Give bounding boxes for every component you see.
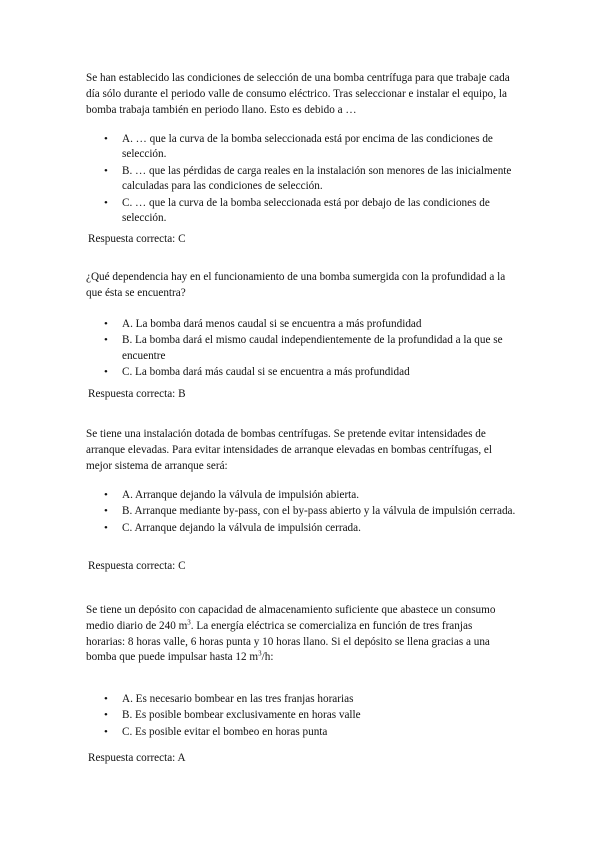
question-4-text: Se tiene un depósito con capacidad de almacenamiento suficiente que abastece un consumo medio diario de 240 $m^3$. La energía eléctrica se comercializa en función de tres franjas horarias: 8 horas valle, 6 horas punta y 10 horas llano. Si el depósito se llena gracias a una bomba que puede impulsar hasta 12 $m^3/h$: (86, 604, 496, 664)
bullet-icon: • (104, 164, 108, 177)
answer-1: Respuesta correcta: C (88, 233, 186, 245)
bullet-icon: • (104, 133, 108, 145)
bullet-icon: • (104, 725, 108, 738)
list-item: • B. … que las pérdidas de carga reales en la instalación son menores de las inicialmente calculadas para las condiciones de selección. (104, 164, 512, 193)
list-item: • A. Es necesario bombear en las tres franjas horarias (86, 692, 516, 707)
list-item: • B. Es posible bombear exclusivamente en horas valle (86, 708, 516, 723)
list-item: • C. La bomba dará más caudal si se encuentra a más profundidad (86, 365, 516, 380)
bullet-icon: • (104, 489, 108, 501)
answer-3: Respuesta correcta: C (88, 560, 186, 572)
answer-2: Respuesta correcta: B (88, 388, 186, 400)
question-2-text: ¿Qué dependencia hay en el funcionamiento de una bomba sumergida con la profundidad a la que ésta se encuentra? (86, 271, 506, 299)
bullet-icon: • (104, 505, 108, 518)
question-3 (86, 427, 514, 474)
list-item: • B. Arranque mediante by-pass, con el by-pass abierto y la válvula de impulsión cerrada. (86, 504, 516, 519)
list-item: • A. Arranque dejando la válvula de impulsión abierta. (86, 488, 516, 503)
question-2 (86, 270, 514, 302)
question-3-options (86, 488, 516, 537)
bullet-icon: • (104, 334, 108, 347)
question-2-options (86, 317, 516, 382)
question-1-text: Se han establecido las condiciones de selección de una bomba centrífuga para que trabaje cada día sólo durante el periodo valle de consumo eléctrico. Tras seleccionar e instalar el equipo, la bomba trabaja también en periodo llano. Esto es debido a … (86, 72, 510, 116)
list-item: • B. La bomba dará el mismo caudal independientemente de la profundidad a la que se encuentre (104, 334, 503, 362)
bullet-icon: • (104, 709, 108, 722)
answer-4: Respuesta correcta: A (88, 752, 186, 764)
list-item: • A. La bomba dará menos caudal si se encuentra a más profundidad (86, 317, 516, 332)
question-3-text: Se tiene una instalación dotada de bombas centrífugas. Se pretende evitar intensidades de arranque elevadas. Para evitar intensidades de arranque elevadas en bombas centrífugas, el mejor sistema de arranque será: (86, 428, 492, 472)
question-4-options (86, 692, 516, 741)
question-4 (86, 603, 514, 666)
bullet-icon: • (104, 366, 108, 379)
bullet-icon: • (104, 693, 108, 705)
question-1-options (86, 132, 516, 227)
bullet-icon: • (104, 318, 108, 330)
list-item: • C. Es posible evitar el bombeo en horas punta (86, 725, 516, 740)
question-1 (86, 71, 514, 118)
list-item: • C. … que la curva de la bomba seleccionada está por debajo de las condiciones de selección. (104, 196, 490, 225)
list-item: • A. … que la curva de la bomba seleccionada está por encima de las condiciones de selección. (104, 133, 493, 161)
bullet-icon: • (104, 196, 108, 209)
bullet-icon: • (104, 521, 108, 534)
list-item: • C. Arranque dejando la válvula de impulsión cerrada. (86, 521, 516, 536)
